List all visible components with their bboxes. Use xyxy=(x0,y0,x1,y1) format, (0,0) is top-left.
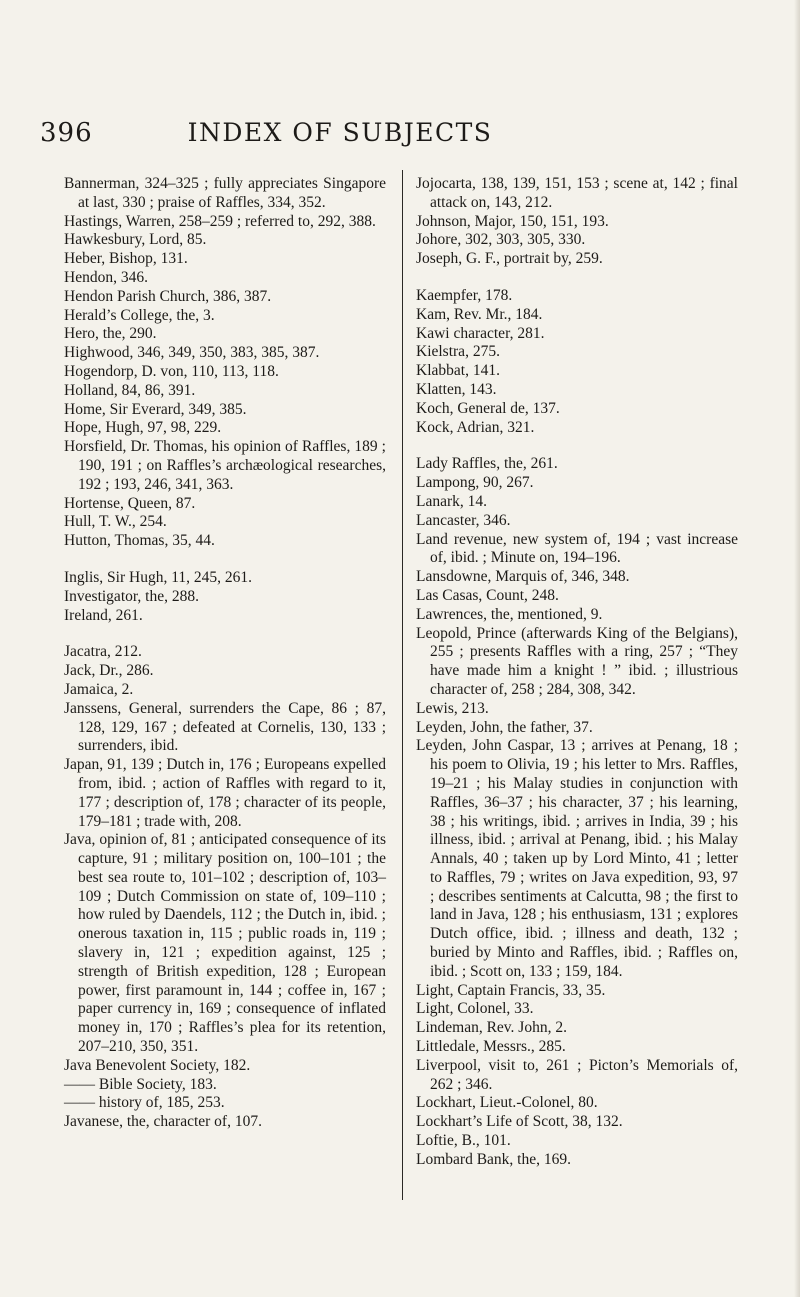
page-header xyxy=(0,118,800,158)
index-entry: Hawkesbury, Lord, 85. xyxy=(64,231,207,249)
index-entry: Horsfield, Dr. Thomas, his opinion of Raffles, 189 ; 190, 191 ; on Raffles’s archæological researches, 192 ; 193, 246, 341, 363. xyxy=(64,438,386,493)
index-entry: Hero, the, 290. xyxy=(64,325,157,343)
running-head: INDEX OF SUBJECTS xyxy=(187,118,493,147)
index-entry: Johore, 302, 303, 305, 330. xyxy=(416,231,586,249)
section-gap xyxy=(416,437,738,455)
index-entry: Lancaster, 346. xyxy=(416,511,511,529)
index-entry: Jojocarta, 138, 139, 151, 153 ; scene at, 142 ; final attack on, 143, 212. xyxy=(416,175,738,211)
index-entry: Kawi character, 281. xyxy=(416,324,545,342)
index-entry: Lansdowne, Marquis of, 346, 348. xyxy=(416,568,630,586)
index-entry: Hendon Parish Church, 386, 387. xyxy=(64,287,272,305)
section-gap xyxy=(64,625,386,643)
index-entry: Javanese, the, character of, 107. xyxy=(64,1113,262,1131)
index-entry: Klatten, 143. xyxy=(416,380,497,398)
index-entry: Investigator, the, 288. xyxy=(64,587,199,605)
index-entry: Leyden, John, the father, 37. xyxy=(416,718,593,736)
page-number: 396 xyxy=(40,118,93,148)
index-entry: Hastings, Warren, 258–259 ; referred to, 292, 388. xyxy=(64,212,376,230)
index-entry: Kock, Adrian, 321. xyxy=(416,418,535,436)
index-entry: Kam, Rev. Mr., 184. xyxy=(416,305,543,323)
index-entry: —— Bible Society, 183. xyxy=(64,1075,217,1093)
index-entry: Johnson, Major, 150, 151, 193. xyxy=(416,212,609,230)
index-entry: Japan, 91, 139 ; Dutch in, 176 ; Europeans expelled from, ibid. ; action of Raffles with regard to it, 177 ; description of, 178 ; character of its people, 179–181 ; trade with, 208. xyxy=(64,756,386,830)
index-entry: Heber, Bishop, 131. xyxy=(64,250,188,268)
index-entry: Loftie, B., 101. xyxy=(416,1132,511,1150)
index-entry: Highwood, 346, 349, 350, 383, 385, 387. xyxy=(64,344,320,362)
index-entry: Jamaica, 2. xyxy=(64,680,134,698)
index-entry: Light, Captain Francis, 33, 35. xyxy=(416,981,606,999)
index-entry: Kielstra, 275. xyxy=(416,343,500,361)
page-edge-shadow xyxy=(794,0,800,1297)
index-entry: Java, opinion of, 81 ; anticipated consequence of its capture, 91 ; military position on, 100–101 ; the best sea route to, 101–102 ; description of, 103–109 ; Dutch Commission on state of, 109–110 ; how ruled by Daendels, 112 ; the Dutch in, ibid. ; onerous taxation in, 115 ; public roads in, 119 ; slavery in, 121 ; expedition against, 125 ; strength of British expedition, 128 ; European power, first paramount in, 144 ; coffee in, 167 ; paper currency in, 169 ; consequence of inflated money in, 170 ; Raffles’s plea for its retention, 207–210, 350, 351. xyxy=(64,831,386,1056)
index-entry: Janssens, General, surrenders the Cape, 86 ; 87, 128, 129, 167 ; defeated at Cornelis, 130, 133 ; surrenders, ibid. xyxy=(64,699,386,755)
index-entry: Koch, General de, 137. xyxy=(416,399,560,417)
index-entry: Land revenue, new system of, 194 ; vast increase of, ibid. ; Minute on, 194–196. xyxy=(416,530,738,567)
index-entry: Joseph, G. F., portrait by, 259. xyxy=(416,250,603,268)
index-entry: Inglis, Sir Hugh, 11, 245, 261. xyxy=(64,568,253,586)
column-divider xyxy=(402,170,403,1200)
index-entry: Jack, Dr., 286. xyxy=(64,662,154,680)
left-index-column xyxy=(64,175,386,1132)
index-entry: Herald’s College, the, 3. xyxy=(64,306,215,324)
index-entry: Las Casas, Count, 248. xyxy=(416,586,559,604)
index-entry: Lampong, 90, 267. xyxy=(416,474,534,492)
index-entry: Home, Sir Everard, 349, 385. xyxy=(64,400,247,418)
index-entry: Liverpool, visit to, 261 ; Picton’s Memorials of, 262 ; 346. xyxy=(416,1056,738,1093)
index-entry: Ireland, 261. xyxy=(64,606,143,624)
index-entry: Lockhart, Lieut.-Colonel, 80. xyxy=(416,1094,598,1112)
index-entry: Hogendorp, D. von, 110, 113, 118. xyxy=(64,362,279,380)
index-entry: Java Benevolent Society, 182. xyxy=(64,1056,251,1074)
index-entry: Light, Colonel, 33. xyxy=(416,1000,534,1018)
index-entry: Lindeman, Rev. John, 2. xyxy=(416,1019,567,1037)
index-entry: Leopold, Prince (afterwards King of the Belgians), 255 ; presents Raffles with a ring, 257 ; “They have made him a knight ! ” ibid. ; illustrious character of, 258 ; 284, 308, 342. xyxy=(416,624,738,698)
index-entry: Lewis, 213. xyxy=(416,699,489,717)
index-entry: Jacatra, 212. xyxy=(64,643,142,661)
index-entry: Hutton, Thomas, 35, 44. xyxy=(64,532,215,550)
section-gap xyxy=(64,551,386,569)
index-entry: Hope, Hugh, 97, 98, 229. xyxy=(64,419,222,437)
index-entry: Hendon, 346. xyxy=(64,268,148,286)
index-entry: Littledale, Messrs., 285. xyxy=(416,1038,566,1056)
index-entry: Leyden, John Caspar, 13 ; arrives at Penang, 18 ; his poem to Olivia, 19 ; his letter to Mrs. Raffles, 19–21 ; his Malay studies in conjunction with Raffles, 36–37 ; his character, 37 ; his learning, 38 ; his writings, ibid. ; arrives in India, 39 ; his illness, ibid. ; arrival at Penang, ibid. ; his Malay Annals, 40 ; taken up by Lord Minto, 41 ; letter to Raffles, 79 ; writes on Java expedition, 93, 97 ; describes sentiments at Calcutta, 98 ; the first to land in Java, 128 ; his enthusiasm, 131 ; explores Dutch office, ibid. ; illness and death, 132 ; buried by Minto and Raffles, ibid. ; Raffles on, ibid. ; Scott on, 133 ; 159, 184. xyxy=(416,737,738,980)
section-gap xyxy=(416,269,738,287)
right-index-column xyxy=(416,175,738,1170)
index-entry: Hull, T. W., 254. xyxy=(64,513,167,531)
index-entry: Holland, 84, 86, 391. xyxy=(64,381,196,399)
index-entry: Kaempfer, 178. xyxy=(416,286,513,304)
index-entry: —— history of, 185, 253. xyxy=(64,1094,225,1112)
index-entry: Bannerman, 324–325 ; fully appreciates Singapore at last, 330 ; praise of Raffles, 334, 352. xyxy=(64,175,386,211)
index-entry: Lombard Bank, the, 169. xyxy=(416,1150,571,1168)
index-entry: Lockhart’s Life of Scott, 38, 132. xyxy=(416,1113,623,1131)
index-entry: Lanark, 14. xyxy=(416,492,488,510)
index-entry: Lawrences, the, mentioned, 9. xyxy=(416,605,603,623)
index-entry: Klabbat, 141. xyxy=(416,362,500,380)
index-entry: Hortense, Queen, 87. xyxy=(64,494,196,512)
index-entry: Lady Raffles, the, 261. xyxy=(416,455,558,473)
